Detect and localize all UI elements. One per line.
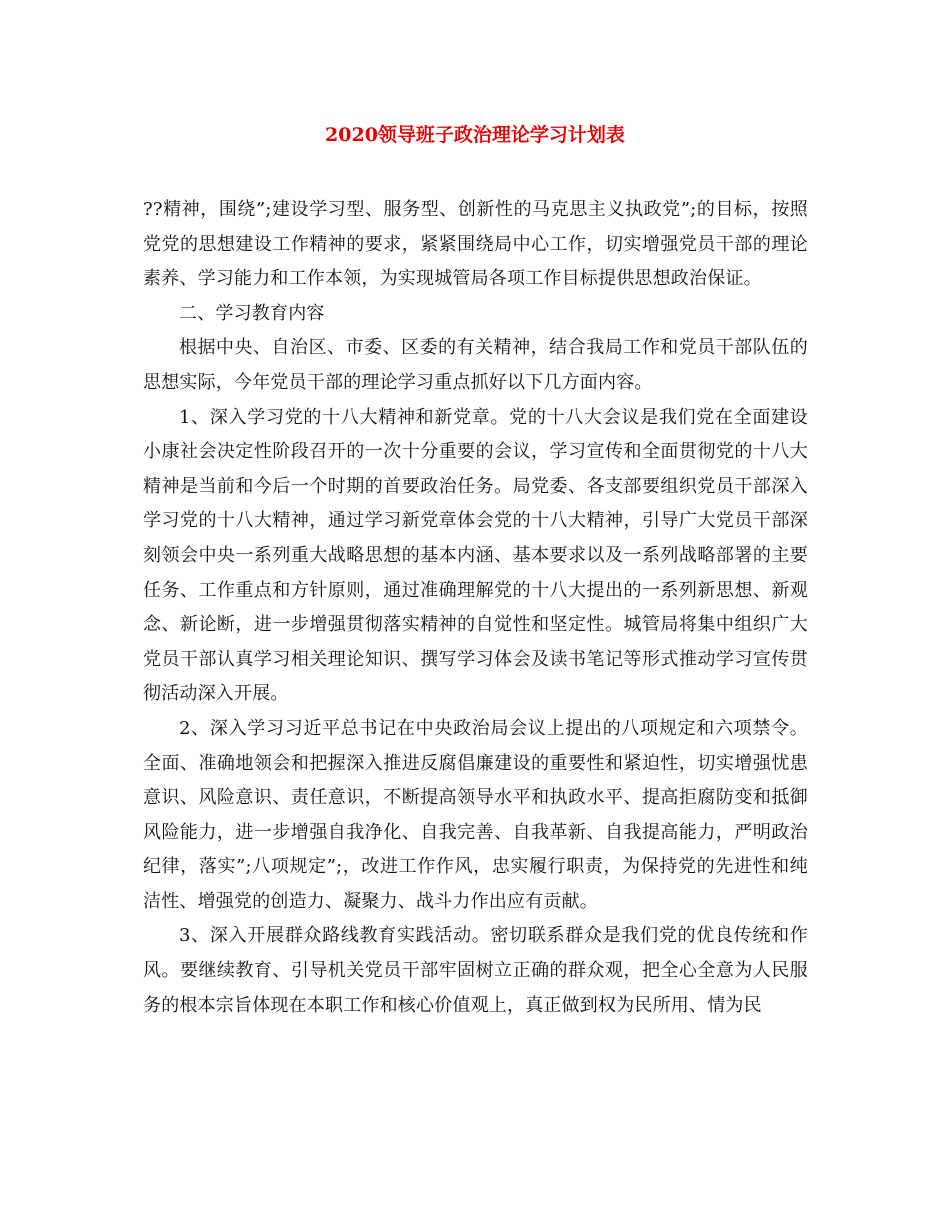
paragraph-item-1: 1、深入学习党的十八大精神和新党章。党的十八大会议是我们党在全面建设小康社会决定性阶段召开的一次十分重要的会议，学习宣传和全面贯彻党的十八大精神是当前和今后一个时期的首要政治任务。局党委、各支部要组织党员干部深入学习党的十八大精神，通过学习新党章体会党的十八大精神，引导广大党员干部深刻领会中央一系列重大战略思想的基本内涵、基本要求以及一系列战略部署的主要任务、工作重点和方针原则，通过准确理解党的十八大提出的一系列新思想、新观念、新论断，进一步增强贯彻落实精神的自觉性和坚定性。城管局将集中组织广大党员干部认真学习相关理论知识、撰写学习体会及读书笔记等形式推动学习宣传贯彻活动深入开展。 — [143, 406, 808, 705]
section-heading-study-content: 二、学习教育内容 — [179, 302, 325, 324]
document-body — [143, 193, 808, 1023]
paragraph-intro-continuation: ??精神，围绕”;建设学习型、服务型、创新性的马克思主义执政党”;的目标，按照党党的思想建设工作精神的要求，紧紧围绕局中心工作，切实增强党员干部的理论素养、学习能力和工作本领，为实现城管局各项工作目标提供思想政治保证。 — [143, 199, 808, 290]
paragraph-study-basis: 根据中央、自治区、市委、区委的有关精神，结合我局工作和党员干部队伍的思想实际，今年党员干部的理论学习重点抓好以下几方面内容。 — [143, 337, 808, 393]
paragraph-item-3: 3、深入开展群众路线教育实践活动。密切联系群众是我们党的优良传统和作风。要继续教育、引导机关党员干部牢固树立正确的群众观，把全心全意为人民服务的根本宗旨体现在本职工作和核心价值观上，真正做到权为民所用、情为民 — [143, 925, 808, 1016]
paragraph-item-2: 2、深入学习习近平总书记在中央政治局会议上提出的八项规定和六项禁令。全面、准确地领会和把握深入推进反腐倡廉建设的重要性和紧迫性，切实增强忧患意识、风险意识、责任意识，不断提高领导水平和执政水平、提高拒腐防变和抵御风险能力，进一步增强自我净化、自我完善、自我革新、自我提高能力，严明政治纪律，落实”;八项规定”;，改进工作作风，忠实履行职责，为保持党的先进性和纯洁性、增强党的创造力、凝聚力、战斗力作出应有贡献。 — [143, 717, 808, 912]
document-title: 2020领导班子政治理论学习计划表 — [325, 124, 625, 146]
